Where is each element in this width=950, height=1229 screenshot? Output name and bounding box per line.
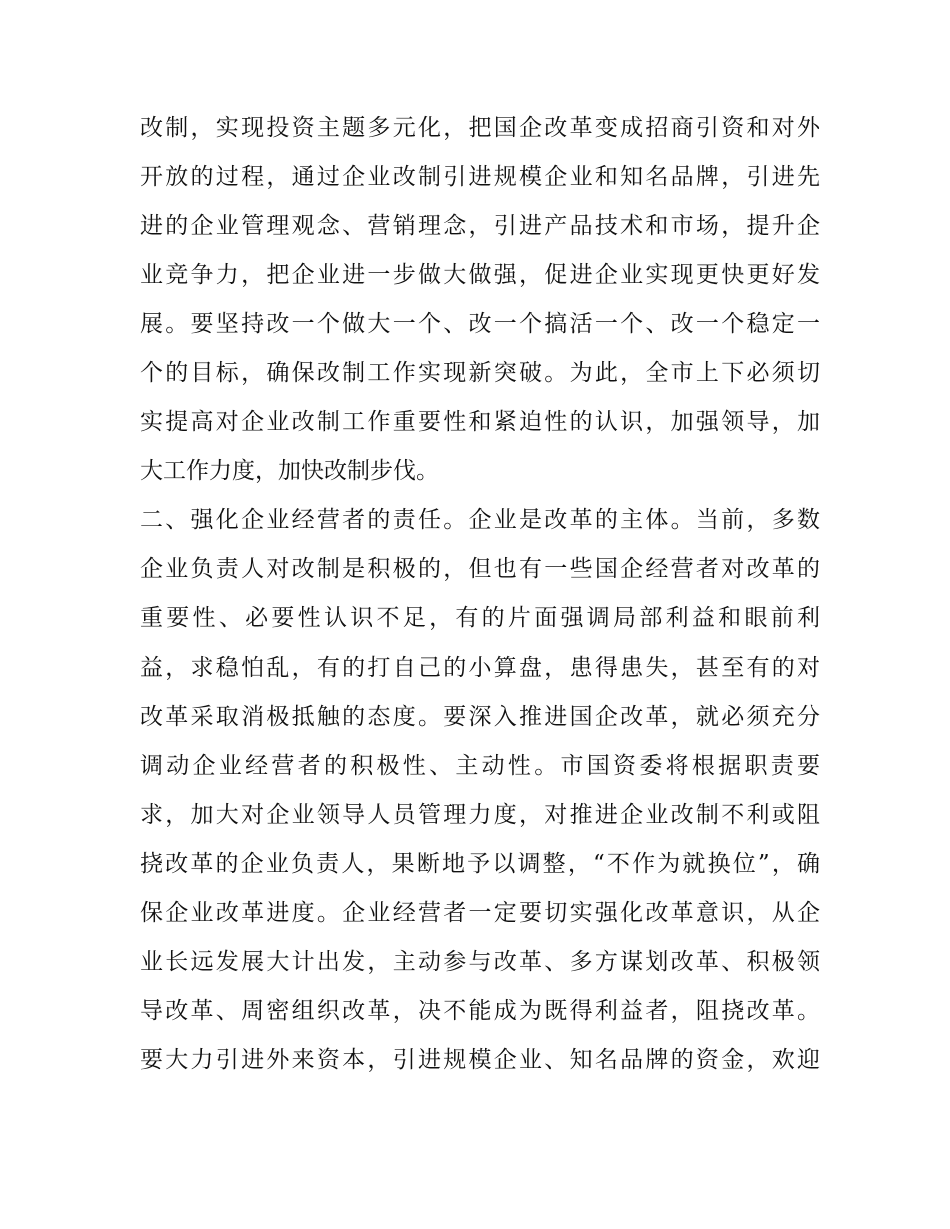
text-line: 调动企业经营者的积极性、主动性。市国资委将根据职责要 [140,752,820,779]
text-line: 企业负责人对改制是积极的，但也有一些国企经营者对改革的 [140,556,820,583]
text-line: 业竞争力，把企业进一步做大做强，促进企业实现更快更好发 [140,262,820,289]
text-line: 开放的过程，通过企业改制引进规模企业和知名品牌，引进先 [140,164,820,191]
text-line: 展。要坚持改一个做大一个、改一个搞活一个、改一个稳定一 [140,311,820,338]
text-line: 导改革、周密组织改革，决不能成为既得利益者，阻挠改革。 [140,997,820,1024]
text-line: 益，求稳怕乱，有的打自己的小算盘，患得患失，甚至有的对 [140,654,820,681]
text-line: 实提高对企业改制工作重要性和紧迫性的认识，加强领导，加 [140,409,820,436]
text-line: 保企业改革进度。企业经营者一定要切实强化改革意识，从企 [140,899,820,926]
text-line: 改制，实现投资主题多元化，把国企改革变成招商引资和对外 [140,115,820,141]
text-line: 重要性、必要性认识不足，有的片面强调局部利益和眼前利 [140,605,820,632]
document-body [140,104,820,1085]
text-line: 求，加大对企业领导人员管理力度，对推进企业改制不利或阻 [140,801,820,828]
text-line: 业长远发展大计出发，主动参与改革、多方谋划改革、积极领 [140,948,820,975]
text-line: 要大力引进外来资本，引进规模企业、知名品牌的资金，欢迎 [140,1046,820,1073]
text-line: 挠改革的企业负责人，果断地予以调整，“不作为就换位”，确 [140,850,820,877]
text-line: 二、强化企业经营者的责任。企业是改革的主体。当前，多数 [140,507,820,534]
text-line: 进的企业管理观念、营销理念，引进产品技术和市场，提升企 [140,213,820,240]
text-line: 改革采取消极抵触的态度。要深入推进国企改革，就必须充分 [140,703,820,730]
text-line: 个的目标，确保改制工作实现新突破。为此，全市上下必须切 [140,360,820,387]
text-line: 大工作力度，加快改制步伐。 [140,458,439,485]
